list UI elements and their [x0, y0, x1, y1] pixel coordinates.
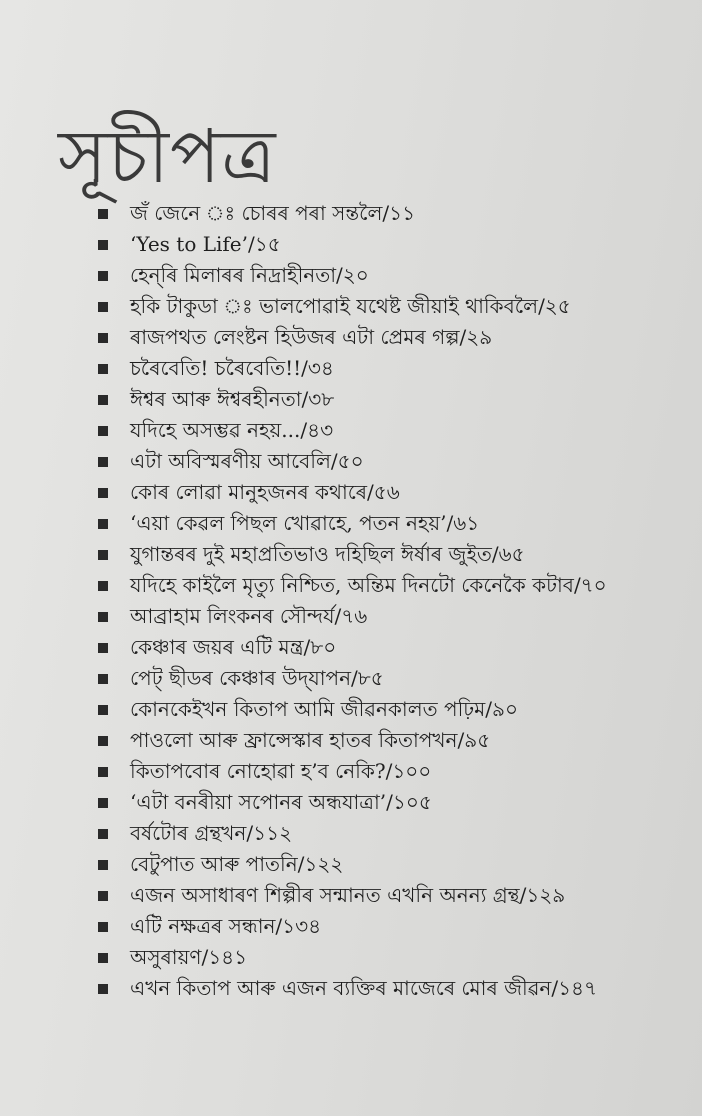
- toc-entry: [98, 694, 688, 725]
- toc-entry: [98, 756, 688, 787]
- toc-entry-text: এখন কিতাপ আৰু এজন ব্যক্তিৰ মাজেৰে মোৰ জীৱন/১৪৭: [130, 976, 598, 1000]
- toc-entry: [98, 477, 688, 508]
- toc-entry: [98, 787, 688, 818]
- toc-entry: [98, 632, 688, 663]
- toc-entry-text: ‘Yes to Life’/১৫: [130, 232, 281, 256]
- toc-entry-text: এটি নক্ষত্ৰৰ সন্ধান/১৩৪: [130, 914, 322, 938]
- square-bullet-icon: [98, 953, 108, 963]
- toc-entry-text: জঁ জেনে ঃ চোৰৰ পৰা সন্তলৈ/১১: [130, 201, 416, 225]
- square-bullet-icon: [98, 798, 108, 808]
- square-bullet-icon: [98, 674, 108, 684]
- square-bullet-icon: [98, 581, 108, 591]
- toc-entry-text: অসুৰায়ণ/১৪১: [130, 945, 248, 969]
- toc-entry-text: এজন অসাধাৰণ শিল্পীৰ সন্মানত এখনি অনন্য গ্ৰন্থ/১২৯: [130, 883, 566, 907]
- toc-entry: [98, 725, 688, 756]
- square-bullet-icon: [98, 767, 108, 777]
- toc-entry-text: ঈশ্বৰ আৰু ঈশ্বৰহীনতা/৩৮: [130, 387, 335, 411]
- toc-entry: [98, 601, 688, 632]
- square-bullet-icon: [98, 333, 108, 343]
- square-bullet-icon: [98, 519, 108, 529]
- toc-entry-text: বেটুপাত আৰু পাতনি/১২২: [130, 852, 344, 876]
- toc-entry: [98, 570, 688, 601]
- toc-entry: [98, 322, 688, 353]
- page-title: সূচীপত্র: [58, 113, 277, 200]
- square-bullet-icon: [98, 984, 108, 994]
- toc-entry-text: ‘এয়া কেৱল পিছল খোৱাহে, পতন নহয়’/৬১: [130, 511, 480, 535]
- toc-entry: [98, 818, 688, 849]
- square-bullet-icon: [98, 705, 108, 715]
- toc-entry-text: ৰাজপথত লেংষ্টন হিউজৰ এটা প্ৰেমৰ গল্প/২৯: [130, 325, 493, 349]
- square-bullet-icon: [98, 891, 108, 901]
- toc-entry: [98, 353, 688, 384]
- toc-entry: [98, 198, 688, 229]
- toc-entry-text: হেন্‌ৰি মিলাৰৰ নিদ্ৰাহীনতা/২০: [130, 263, 369, 287]
- toc-entry: [98, 260, 688, 291]
- square-bullet-icon: [98, 488, 108, 498]
- toc-entry: [98, 446, 688, 477]
- toc-entry: [98, 849, 688, 880]
- toc-entry: [98, 911, 688, 942]
- square-bullet-icon: [98, 426, 108, 436]
- square-bullet-icon: [98, 271, 108, 281]
- toc-entry-text: এটা অবিস্মৰণীয় আবেলি/৫০: [130, 449, 364, 473]
- toc-entry: [98, 663, 688, 694]
- toc-entry: [98, 539, 688, 570]
- toc-entry: [98, 973, 688, 1004]
- toc-entry-text: চৰৈবেতি! চৰৈবেতি!!/৩৪: [130, 356, 334, 380]
- square-bullet-icon: [98, 364, 108, 374]
- square-bullet-icon: [98, 922, 108, 932]
- square-bullet-icon: [98, 736, 108, 746]
- toc-entry-text: আব্ৰাহাম লিংকনৰ সৌন্দৰ্য/৭৬: [130, 604, 368, 628]
- square-bullet-icon: [98, 209, 108, 219]
- square-bullet-icon: [98, 395, 108, 405]
- square-bullet-icon: [98, 643, 108, 653]
- toc-entry-text: যদিহে কাইলৈ মৃত্যু নিশ্চিত, অন্তিম দিনটো কেনেকৈ কটাব/৭০: [130, 573, 607, 597]
- toc-entry-text: পাওলো আৰু ফ্ৰান্সেস্কাৰ হাতৰ কিতাপখন/৯৫: [130, 728, 491, 752]
- toc-entry: [98, 415, 688, 446]
- toc-entry-text: ‘এটা বনৰীয়া সপোনৰ অন্ধযাত্ৰা’/১০৫: [130, 790, 432, 814]
- toc-entry-text: হকি টাকুডা ঃ ভালপোৱাই যথেষ্ট জীয়াই থাকিবলৈ/২৫: [130, 294, 571, 318]
- toc-entry-text: যুগান্তৰৰ দুই মহাপ্ৰতিভাও দহিছিল ঈৰ্ষাৰ জুইত/৬৫: [130, 542, 525, 566]
- toc-entry-text: যদিহে অসম্ভৱ নহয়.../৪৩: [130, 418, 334, 442]
- square-bullet-icon: [98, 457, 108, 467]
- toc-entry-text: বৰ্ষটোৰ গ্ৰন্থখন/১১২: [130, 821, 293, 845]
- square-bullet-icon: [98, 240, 108, 250]
- toc-entry-text: কোনকেইখন কিতাপ আমি জীৱনকালত পঢ়িম/৯০: [130, 697, 519, 721]
- toc-entry: [98, 880, 688, 911]
- toc-entry-text: কেঞ্চাৰ জয়ৰ এটি মন্ত্ৰ/৮০: [130, 635, 337, 659]
- square-bullet-icon: [98, 829, 108, 839]
- toc-entry-text: পেট্ ছীডৰ কেঞ্চাৰ উদ্‌যাপন/৮৫: [130, 666, 384, 690]
- toc-entry: [98, 291, 688, 322]
- square-bullet-icon: [98, 612, 108, 622]
- table-of-contents: [98, 198, 688, 1004]
- toc-entry: [98, 942, 688, 973]
- square-bullet-icon: [98, 302, 108, 312]
- square-bullet-icon: [98, 550, 108, 560]
- toc-entry: [98, 384, 688, 415]
- square-bullet-icon: [98, 860, 108, 870]
- toc-entry-text: কোৰ লোৱা মানুহজনৰ কথাৰে/৫৬: [130, 480, 400, 504]
- toc-entry-text: কিতাপবোৰ নোহোৱা হ’ব নেকি?/১০০: [130, 759, 432, 783]
- toc-entry: [98, 229, 688, 260]
- toc-entry: [98, 508, 688, 539]
